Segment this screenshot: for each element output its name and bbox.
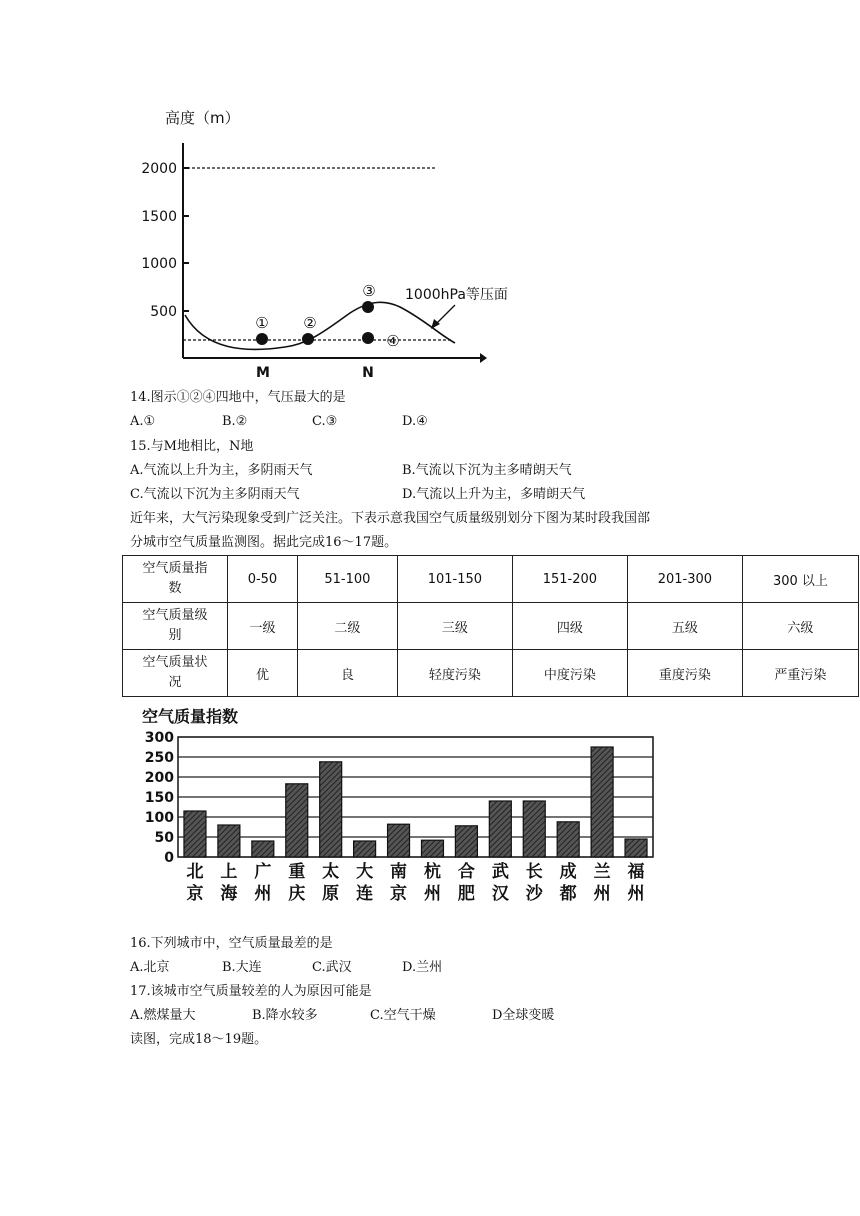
ytick-2000: 2000 [141, 161, 177, 177]
table-row-header [123, 556, 228, 603]
table-row-header-text: 空气质量状 [142, 655, 208, 670]
ytick-500: 500 [150, 304, 177, 320]
chart-y-ticks [145, 730, 174, 866]
closing-line: 读图，完成18～19题。 [130, 1032, 268, 1047]
table-row [123, 603, 859, 650]
table-row [123, 650, 859, 697]
bar-13 [625, 839, 647, 857]
q17-option-b: B.降水较多 [252, 1008, 318, 1023]
chart-grid [178, 737, 653, 857]
table-cell: 中度污染 [512, 650, 627, 697]
x-tick-label: 广 [254, 862, 272, 882]
x-tick-label: 南 [390, 862, 408, 882]
table-cell: 51-100 [297, 556, 397, 603]
q16-option-d: D.兰州 [402, 960, 443, 975]
diagram-ylabel: 高度（m） [165, 109, 240, 127]
bar-6 [388, 824, 410, 857]
q14-option-b: B.② [222, 414, 248, 429]
x-label-m: M [256, 365, 270, 381]
x-tick-label: 京 [390, 884, 408, 904]
point-2-label: ② [303, 314, 317, 332]
point-1-marker [256, 333, 268, 345]
table-cell: 良 [297, 650, 397, 697]
x-tick-label: 杭 [423, 862, 441, 882]
y-tick-label: 0 [164, 850, 174, 866]
y-tick-label: 300 [144, 730, 174, 746]
q16-option-b: B.大连 [222, 960, 262, 975]
y-tick-label: 250 [144, 750, 174, 766]
x-tick-label: 州 [627, 884, 645, 904]
chart-title: 空气质量指数 [142, 707, 239, 726]
isobar-pointer-line [435, 305, 455, 325]
y-tick-label: 50 [154, 830, 174, 846]
point-4-label: ④ [386, 332, 400, 350]
aqi-bar-chart [128, 700, 688, 910]
x-tick-label: 州 [593, 884, 611, 904]
table-cell: 300 以上 [742, 556, 858, 603]
bar-7 [421, 840, 443, 857]
q15-option-c: C.气流以下沉为主多阴雨天气 [130, 487, 300, 502]
point-3-label: ③ [362, 282, 376, 300]
ytick-1500: 1500 [141, 209, 177, 225]
bar-2 [252, 841, 274, 857]
x-tick-label: 成 [559, 862, 577, 882]
x-tick-label: 长 [525, 862, 543, 882]
x-tick-label: 连 [356, 884, 374, 904]
bar-0 [184, 811, 206, 857]
intro-line-2: 分城市空气质量监测图。据此完成16～17题。 [130, 535, 398, 550]
x-tick-label: 武 [491, 862, 509, 882]
table-cell: 三级 [397, 603, 512, 650]
table-cell: 201-300 [627, 556, 742, 603]
table-row-header [123, 603, 228, 650]
question-14-stem: 14.图示①②④四地中，气压最大的是 [130, 390, 346, 405]
chart-x-labels [186, 861, 644, 904]
q16-option-c: C.武汉 [312, 960, 352, 975]
bar-12 [591, 747, 613, 857]
table-cell: 二级 [297, 603, 397, 650]
x-tick-label: 京 [186, 884, 204, 904]
x-tick-label: 州 [423, 884, 441, 904]
ytick-1000: 1000 [141, 256, 177, 272]
q17-option-a: A.燃煤量大 [130, 1008, 196, 1023]
y-tick-label: 150 [144, 790, 174, 806]
isobar-label: 1000hPa等压面 [405, 287, 508, 303]
point-4-marker [362, 332, 374, 344]
x-tick-label: 汉 [491, 884, 509, 904]
table-row-header [123, 650, 228, 697]
q17-option-c: C.空气干燥 [370, 1008, 436, 1023]
intro-line-1: 近年来，大气污染现象受到广泛关注。下表示意我国空气质量级别划分下图为某时段我国部 [130, 511, 651, 526]
x-tick-label: 合 [457, 862, 475, 882]
table-row-header-text: 空气质量指 [142, 561, 208, 576]
table-cell: 一级 [228, 603, 298, 650]
question-16-stem: 16.下列城市中，空气质量最差的是 [130, 936, 333, 951]
bar-10 [523, 801, 545, 857]
table-cell: 六级 [742, 603, 858, 650]
table-cell: 四级 [512, 603, 627, 650]
x-axis-arrow-icon [480, 353, 487, 363]
table-row-header-text: 况 [168, 675, 182, 690]
x-tick-label: 重 [288, 862, 306, 882]
q15-option-b: B.气流以下沉为主多晴朗天气 [402, 463, 572, 478]
table-row-header-text: 空气质量级 [142, 608, 208, 623]
bar-11 [557, 822, 579, 857]
bar-1 [218, 825, 240, 857]
table-cell: 101-150 [397, 556, 512, 603]
table-cell: 151-200 [512, 556, 627, 603]
x-tick-label: 兰 [593, 862, 611, 882]
x-tick-label: 原 [322, 884, 340, 904]
table-cell: 0-50 [228, 556, 298, 603]
x-tick-label: 上 [220, 862, 238, 882]
q15-option-a: A.气流以上升为主，多阴雨天气 [130, 463, 313, 478]
x-tick-label: 都 [559, 884, 577, 904]
q14-option-c: C.③ [312, 414, 338, 429]
question-17-stem: 17.该城市空气质量较差的人为原因可能是 [130, 984, 372, 999]
table-cell: 重度污染 [627, 650, 742, 697]
x-tick-label: 北 [186, 862, 204, 882]
table-cell: 严重污染 [742, 650, 858, 697]
q17-option-d: D全球变暖 [492, 1008, 555, 1023]
q14-option-a: A.① [130, 414, 156, 429]
x-tick-label: 肥 [457, 884, 475, 904]
air-quality-table-body [123, 556, 859, 697]
bar-4 [320, 762, 342, 857]
q16-option-a: A.北京 [130, 960, 170, 975]
x-tick-label: 庆 [288, 884, 306, 904]
point-2-marker [302, 333, 314, 345]
x-tick-label: 太 [322, 862, 340, 882]
isobar-diagram [125, 95, 545, 385]
bar-3 [286, 784, 308, 857]
table-cell: 优 [228, 650, 298, 697]
x-label-n: N [362, 365, 374, 381]
bar-8 [455, 826, 477, 857]
isobaric-surface-curve [185, 302, 455, 349]
x-tick-label: 海 [220, 884, 238, 904]
x-tick-label: 福 [627, 862, 645, 882]
chart-bars [184, 747, 647, 857]
x-tick-label: 州 [254, 884, 272, 904]
bar-9 [489, 801, 511, 857]
q14-option-d: D.④ [402, 414, 428, 429]
table-row-header-text: 数 [168, 581, 182, 596]
y-tick-label: 100 [144, 810, 174, 826]
y-tick-label: 200 [144, 770, 174, 786]
bar-5 [354, 841, 376, 857]
table-cell: 轻度污染 [397, 650, 512, 697]
point-1-label: ① [255, 314, 269, 332]
x-tick-label: 沙 [525, 884, 543, 904]
table-row-header-text: 别 [168, 628, 182, 643]
air-quality-table [122, 555, 859, 697]
x-tick-label: 大 [356, 862, 374, 882]
q15-option-d: D.气流以上升为主，多晴朗天气 [402, 487, 586, 502]
point-3-marker [362, 301, 374, 313]
table-cell: 五级 [627, 603, 742, 650]
question-15-stem: 15.与M地相比，N地 [130, 439, 254, 454]
table-row [123, 556, 859, 603]
